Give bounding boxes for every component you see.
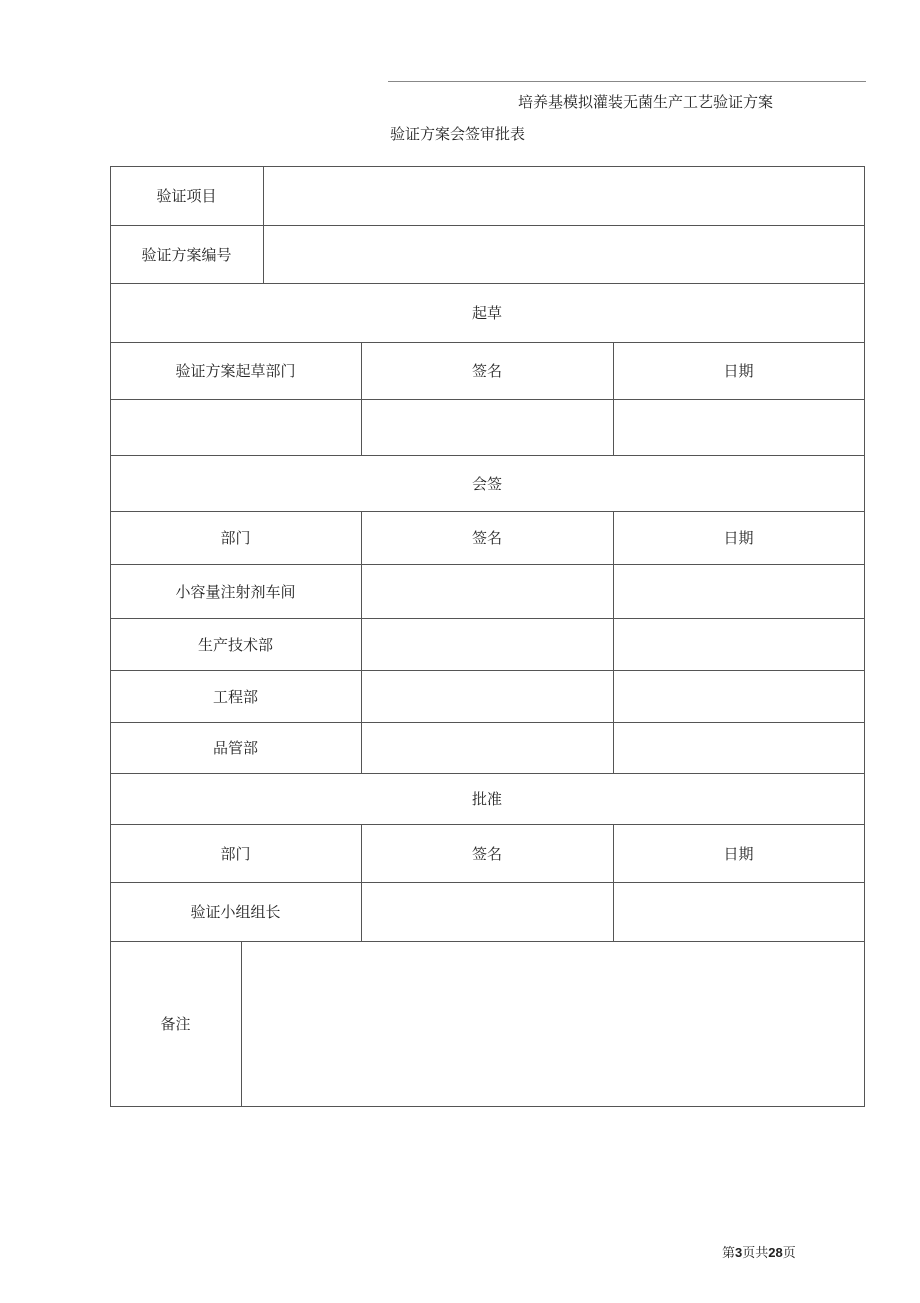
approval-date-field[interactable] [613,882,864,941]
total-pages-number: 28 [768,1245,783,1260]
countersign-department: 小容量注射剂车间 [175,582,296,601]
countersign-date-field[interactable] [613,564,864,618]
countersign-department: 生产技术部 [197,635,273,654]
countersign-date-field[interactable] [613,670,864,722]
countersign-signature-field[interactable] [361,722,613,773]
current-page-number: 3 [735,1245,743,1260]
countersign-col-department: 部门 [220,529,251,547]
draft-col-department: 验证方案起草部门 [175,362,296,380]
approval-department: 验证小组组长 [190,903,281,921]
page-footer [722,1242,796,1261]
draft-section-title: 起草 [471,304,502,322]
countersign-department: 品管部 [212,739,258,757]
form-title: 验证方案会签审批表 [390,125,526,143]
remarks-label: 备注 [160,1015,191,1033]
remarks-field[interactable] [241,941,864,1106]
draft-col-date: 日期 [723,362,754,380]
countersign-section-title: 会签 [471,474,502,493]
countersign-signature-field[interactable] [361,618,613,670]
project-field[interactable] [263,166,864,225]
approval-signature-field[interactable] [361,882,613,941]
countersign-date-field[interactable] [613,722,864,773]
draft-signature-field[interactable] [361,399,613,455]
countersign-date-field[interactable] [613,618,864,670]
table-border-right [864,166,865,1107]
header-rule [388,81,866,82]
footer-middle: 页共 [742,1246,769,1261]
document-title: 培养基模拟灌装无菌生产工艺验证方案 [518,93,774,111]
countersign-signature-field[interactable] [361,670,613,722]
protocol-number-label: 验证方案编号 [141,245,232,264]
draft-date-field[interactable] [613,399,864,455]
countersign-signature-field[interactable] [361,564,613,618]
approval-col-signature: 签名 [471,844,502,863]
footer-suffix: 页 [782,1246,796,1261]
protocol-number-field[interactable] [263,225,864,283]
draft-col-signature: 签名 [471,362,502,380]
approval-section-title: 批准 [471,790,502,808]
countersign-department: 工程部 [212,687,258,706]
footer-prefix: 第 [722,1246,736,1261]
project-label: 验证项目 [156,187,217,205]
approval-col-department: 部门 [220,844,251,863]
table-border-bottom [110,1106,865,1107]
draft-department-field[interactable] [110,399,361,455]
countersign-col-date: 日期 [723,529,754,547]
countersign-col-signature: 签名 [471,529,502,547]
approval-col-date: 日期 [723,844,754,863]
